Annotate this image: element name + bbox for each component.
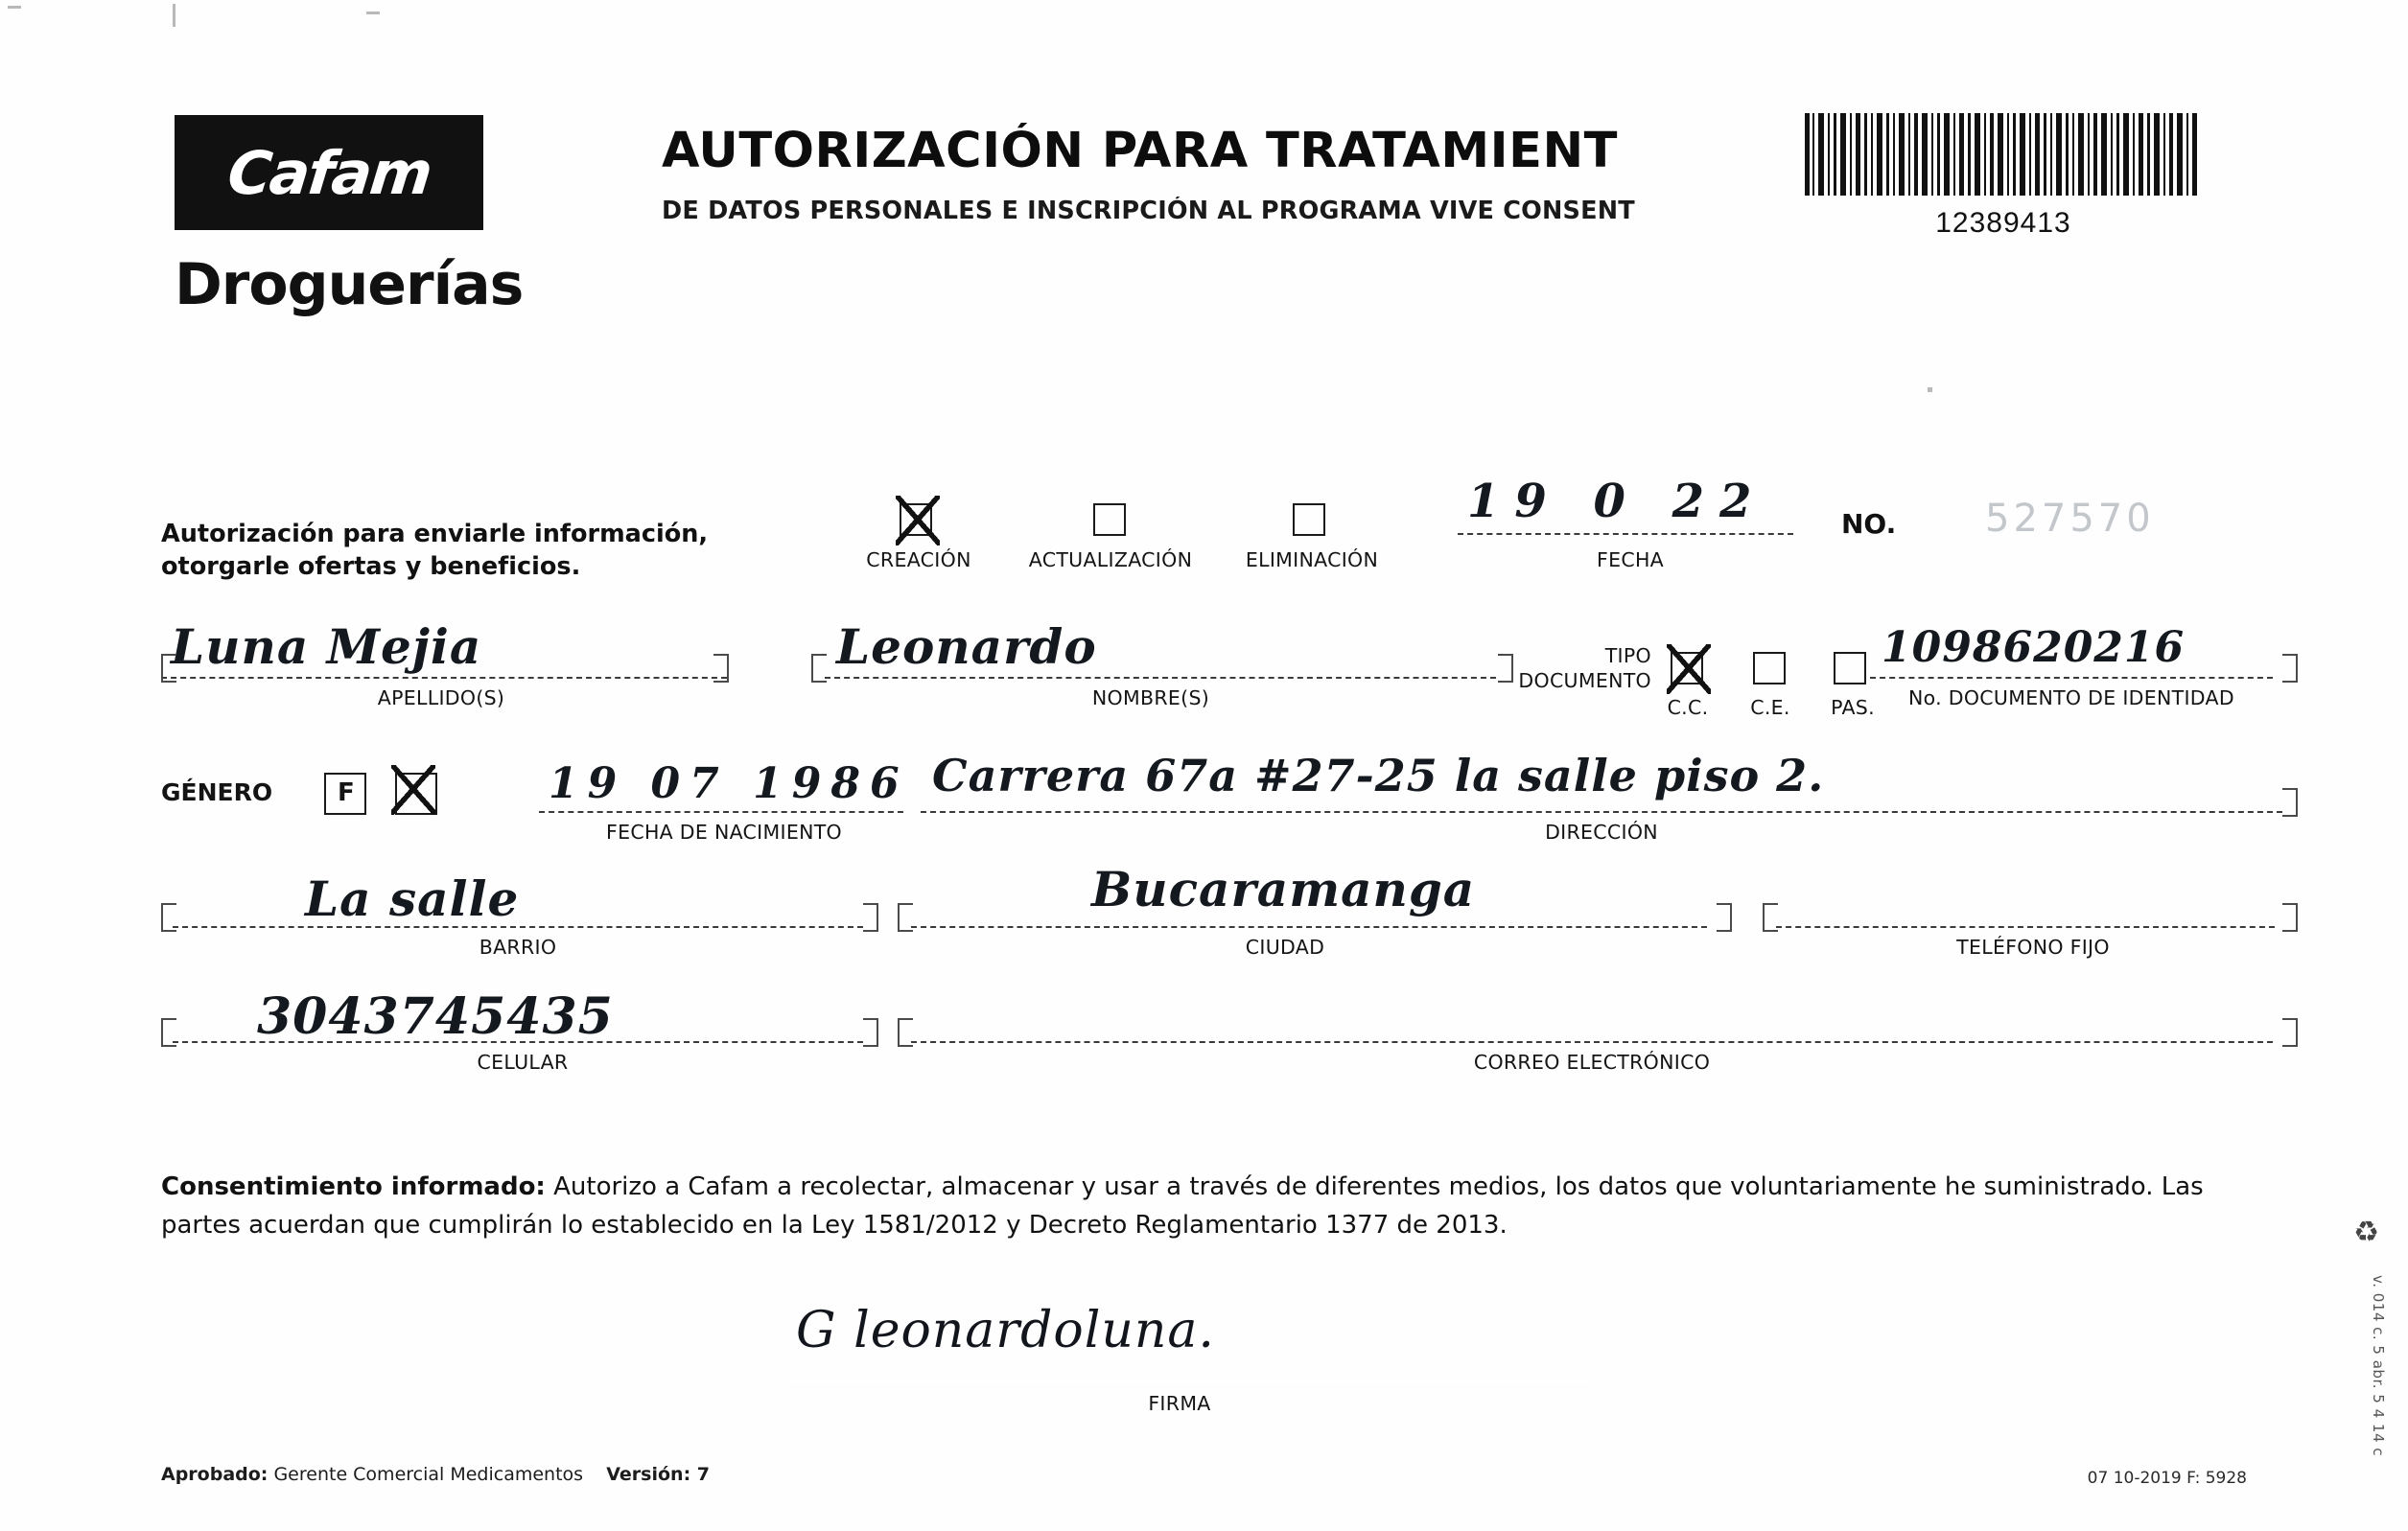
label-nombres: NOMBRE(S)	[1091, 686, 1210, 709]
consent-paragraph	[161, 1168, 2247, 1244]
value-firma: G leonardoluna.	[796, 1302, 1215, 1359]
label-direccion: DIRECCIÓN	[1545, 821, 1658, 844]
value-barrio: La salle	[305, 870, 520, 927]
checkbox-actualizacion[interactable]	[1093, 503, 1126, 536]
scan-artifact	[173, 4, 175, 27]
checkbox-ce[interactable]	[1753, 652, 1786, 684]
label-celular: CELULAR	[477, 1051, 569, 1074]
underline-fecha	[1458, 533, 1793, 535]
value-fecha-nacimiento: 19 07 1986	[549, 759, 909, 808]
authorization-statement: Autorización para enviarle información, otorgarle ofertas y beneficios.	[161, 520, 709, 581]
checkbox-eliminacion[interactable]	[1293, 503, 1325, 536]
field-bracket	[898, 903, 913, 932]
value-serial: 527570	[1985, 497, 2155, 541]
label-cc: C.C.	[1667, 696, 1709, 719]
checkbox-pas[interactable]	[1834, 652, 1866, 684]
label-actualizacion: ACTUALIZACIÓN	[1028, 548, 1193, 571]
barcode-number: 12389413	[1935, 207, 2071, 239]
label-tipo: TIPO	[1604, 644, 1651, 667]
label-fecha-nacimiento: FECHA DE NACIMIENTO	[605, 821, 842, 844]
field-bracket	[161, 903, 176, 932]
label-genero-f: F	[338, 778, 355, 807]
field-bracket	[2282, 654, 2298, 683]
checkbox-cc[interactable]	[1671, 652, 1703, 684]
scan-artifact	[8, 6, 21, 9]
label-creacion: CREACIÓN	[866, 548, 971, 571]
underline-celular	[173, 1041, 863, 1043]
underline-nombres	[825, 677, 1496, 679]
field-bracket	[1717, 903, 1732, 932]
logo-badge	[175, 115, 483, 230]
underline-telefono-fijo	[1776, 926, 2275, 928]
field-bracket	[2282, 1018, 2298, 1047]
field-bracket	[161, 654, 176, 683]
footer-code: 07 10-2019 F: 5928	[2087, 1469, 2247, 1488]
footer-approved-by: Gerente Comercial Medicamentos	[273, 1464, 584, 1485]
label-fecha: FECHA	[1597, 548, 1664, 571]
value-direccion: Carrera 67a #27-25 la salle piso 2.	[932, 750, 1825, 801]
field-bracket	[713, 654, 729, 683]
underline-ciudad	[911, 926, 1707, 928]
label-correo: CORREO ELECTRÓNICO	[1473, 1051, 1711, 1074]
underline-correo	[911, 1041, 2273, 1043]
label-ce: C.E.	[1750, 696, 1790, 719]
field-bracket	[161, 1018, 176, 1047]
value-nombres: Leonardo	[836, 618, 1097, 675]
value-ciudad: Bucaramanga	[1091, 861, 1476, 917]
logo-wordmark: Cafam	[223, 137, 434, 208]
barcode-block	[1803, 113, 2204, 240]
label-firma: FIRMA	[1148, 1392, 1211, 1415]
underline-fecha-nacimiento	[539, 811, 903, 813]
field-bracket	[863, 903, 878, 932]
document-title: AUTORIZACIÓN PARA TRATAMIENT	[662, 123, 1618, 179]
field-bracket	[1763, 903, 1778, 932]
footer-approved-label: Aprobado:	[161, 1464, 269, 1485]
label-no: NO.	[1841, 508, 1897, 540]
label-ciudad: CIUDAD	[1245, 936, 1325, 959]
recycle-icon: ♻	[2353, 1217, 2379, 1248]
underline-direccion	[921, 811, 2282, 813]
label-apellidos: APELLIDO(S)	[377, 686, 505, 709]
scan-artifact	[366, 12, 380, 14]
document-subtitle: DE DATOS PERSONALES E INSCRIPCIÓN AL PROGRAMA VIVE CONSENT	[662, 197, 1635, 225]
checkbox-creacion[interactable]	[900, 503, 932, 536]
label-numero-documento: No. DOCUMENTO DE IDENTIDAD	[1908, 686, 2234, 709]
checkbox-genero-m[interactable]	[395, 773, 437, 815]
label-pas: PAS.	[1831, 696, 1875, 719]
field-bracket	[863, 1018, 878, 1047]
scan-artifact	[1928, 387, 1932, 392]
consent-heading: Consentimiento informado:	[161, 1172, 546, 1201]
underline-barrio	[173, 926, 863, 928]
value-fecha: 19 0 22	[1467, 475, 1767, 528]
underline-numero-documento	[1870, 677, 2273, 679]
underline-firma	[786, 1380, 1592, 1382]
label-tipo-documento: DOCUMENTO	[1518, 669, 1651, 692]
barcode-image	[1803, 113, 2204, 196]
value-apellidos: Luna Mejia	[171, 618, 482, 675]
footer-approval	[161, 1464, 710, 1485]
underline-apellidos	[161, 677, 727, 679]
value-celular: 3043745435	[257, 987, 614, 1046]
brand-logo	[175, 115, 524, 318]
footer-side-note: v. 014 c. 5 abr. 5 4 14 c	[2370, 1275, 2387, 1457]
field-bracket	[811, 654, 827, 683]
field-bracket	[898, 1018, 913, 1047]
field-bracket	[2282, 903, 2298, 932]
label-genero: GÉNERO	[161, 778, 273, 806]
logo-subtitle: Droguerías	[175, 251, 524, 318]
consent-body: Autorizo a Cafam a recolectar, almacenar y usar a través de diferentes medios, los datos que voluntariamente he suministrado. Las partes acuerdan que cumplirán lo establecido en la Ley 1581/2012 y Decreto Reglamentario 1377 de 2013.	[161, 1172, 2204, 1240]
footer-version: Versión: 7	[606, 1464, 711, 1485]
label-eliminacion: ELIMINACIÓN	[1245, 548, 1379, 571]
label-barrio: BARRIO	[479, 936, 557, 959]
field-bracket	[2282, 788, 2298, 817]
label-telefono-fijo: TELÉFONO FIJO	[1956, 936, 2110, 959]
value-numero-documento: 1098620216	[1882, 623, 2186, 672]
